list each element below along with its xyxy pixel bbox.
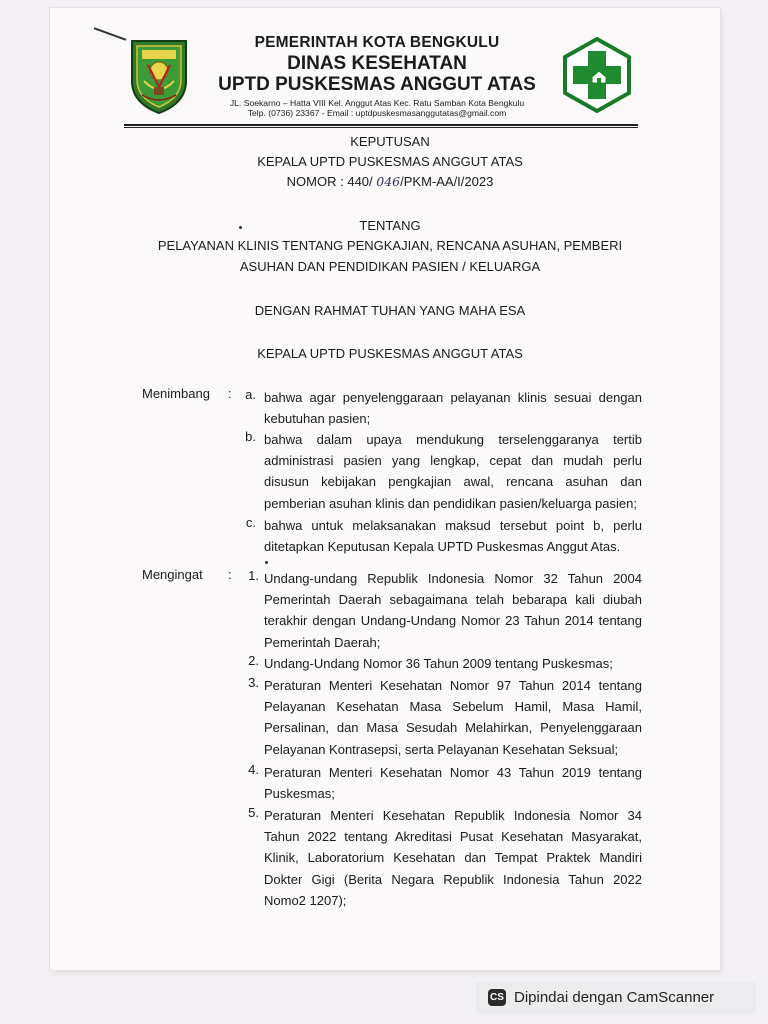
text-line: bahwa untuk melaksanakan maksud tersebut point b, perlu (264, 518, 642, 533)
list-marker: 3. (248, 675, 259, 690)
number-suffix: /PKM-AA/I/2023 (400, 174, 494, 189)
camscanner-icon: CS (488, 989, 506, 1006)
mengingat-colon: : (228, 567, 232, 582)
mengingat-item-2 (264, 653, 642, 674)
list-marker: 4. (248, 762, 259, 777)
ink-dot (265, 561, 268, 564)
letterhead-rule-thin (124, 127, 638, 128)
text-line: administrasi pasien yang lengkap, cepat dan mudah perlu (264, 453, 642, 469)
list-marker: 1. (248, 568, 259, 583)
number-prefix: NOMOR : 440/ (286, 174, 377, 189)
mengingat-label: Mengingat (142, 567, 203, 582)
mengingat-item-3 (264, 675, 642, 760)
decree-title: KEPUTUSAN (350, 134, 430, 149)
text-line: Peraturan Menteri Kesehatan Republik Indonesia Nomor 34 (264, 808, 642, 823)
text-line: disusun kebijakan pengkajian awal, rencana asuhan dan (264, 474, 642, 490)
menimbang-colon: : (228, 386, 232, 401)
address: JL. Soekarno – Hatta VIII Kel. Anggut Atas Kec. Ratu Samban Kota Bengkulu (229, 98, 525, 108)
mengingat-item-4 (264, 762, 642, 804)
contact-info: Telp. (0736) 23367 - Email : uptdpuskesmasanggutatas@gmail.com (247, 108, 507, 118)
mengingat-item-1 (264, 568, 642, 653)
text-line: Undang-Undang Nomor 36 Tahun 2009 tentang Puskesmas; (264, 656, 613, 671)
handwritten-number: 046 (376, 174, 401, 189)
text-line: Pemerintah Daerah; (264, 634, 381, 650)
text-line: ditetapkan Keputusan Kepala UPTD Puskesmas Anggut Atas. (264, 539, 621, 555)
letterhead-rule (124, 124, 638, 126)
text-line: Klinik, Laboratorium Kesehatan dan Tempat Praktek Mandiri (264, 850, 642, 866)
government-name: PEMERINTAH KOTA BENGKULU (254, 34, 500, 51)
about-label: TENTANG (359, 218, 421, 233)
list-marker: 2. (248, 653, 259, 668)
text-line: Peraturan Menteri Kesehatan Nomor 43 Tahun 2019 tentang (264, 765, 642, 780)
decree-number (120, 174, 660, 189)
text-line: bahwa dalam upaya mendukung terselenggaranya tertib (264, 432, 642, 447)
menimbang-item-a (264, 387, 642, 429)
text-line: Pemerintah Daerah sebagaimana telah bebarapa kali diubah (264, 592, 642, 608)
facility-name: UPTD PUSKESMAS ANGGUT ATAS (218, 74, 536, 95)
subject-line-1: PELAYANAN KLINIS TENTANG PENGKAJIAN, RENCANA ASUHAN, PEMBERI (157, 238, 623, 253)
issuer-heading: KEPALA UPTD PUSKESMAS ANGGUT ATAS (257, 346, 523, 361)
text-line: Dokter Gigi (Berita Negara Republik Indonesia Tahun 2022 (264, 871, 642, 887)
camscanner-watermark (476, 982, 756, 1014)
menimbang-item-c (264, 515, 642, 557)
puskesmas-cross-icon (561, 37, 633, 113)
text-line: Peraturan Menteri Kesehatan Nomor 97 Tahun 2014 tentang (264, 678, 642, 693)
text-line: Puskesmas; (264, 786, 335, 802)
text-line: kebutuhan pasien; (264, 411, 371, 427)
menimbang-label: Menimbang (142, 386, 210, 401)
bengkulu-city-emblem-icon (128, 37, 190, 115)
list-marker: 5. (248, 805, 259, 820)
text-line: Pelayanan Kontrasepsi, serta Pelayanan Kesehatan Seksual; (264, 741, 619, 757)
text-line: Nomo2 1207); (264, 892, 347, 908)
text-line: pemberian asuhan klinis dan pendidikan pasien/keluarga pasien; (264, 495, 637, 511)
decree-issuer: KEPALA UPTD PUSKESMAS ANGGUT ATAS (257, 154, 523, 169)
text-line: Tahun 2022 tentang Akreditasi Pusat Kesehatan Masyarakat, (264, 829, 642, 845)
text-line: Undang-undang Republik Indonesia Nomor 32 Tahun 2004 (264, 571, 642, 586)
letterhead (190, 34, 564, 118)
menimbang-item-b (264, 429, 642, 514)
watermark-text: Dipindai dengan CamScanner (514, 989, 715, 1006)
mengingat-item-5 (264, 805, 642, 911)
text-line: Pelayanan Kesehatan Masa Sebelum Hamil, Masa Hamil, (264, 699, 642, 715)
agency-name: DINAS KESEHATAN (287, 53, 467, 74)
list-marker: c. (245, 515, 256, 530)
text-line: terakhir dengan Undang-Undang Nomor 23 Tahun 2014 tentang (264, 613, 642, 629)
list-marker: b. (245, 429, 256, 444)
text-line: bahwa agar penyelenggaraan pelayanan klinis sesuai dengan (264, 390, 642, 405)
text-line: Persalinan, dan Masa Sesudah Melahirkan, Penyelenggaraan (264, 720, 642, 736)
blessing-text: DENGAN RAHMAT TUHAN YANG MAHA ESA (254, 303, 526, 318)
list-marker: a. (245, 387, 256, 402)
subject-line-2: ASUHAN DAN PENDIDIKAN PASIEN / KELUARGA (239, 259, 541, 274)
